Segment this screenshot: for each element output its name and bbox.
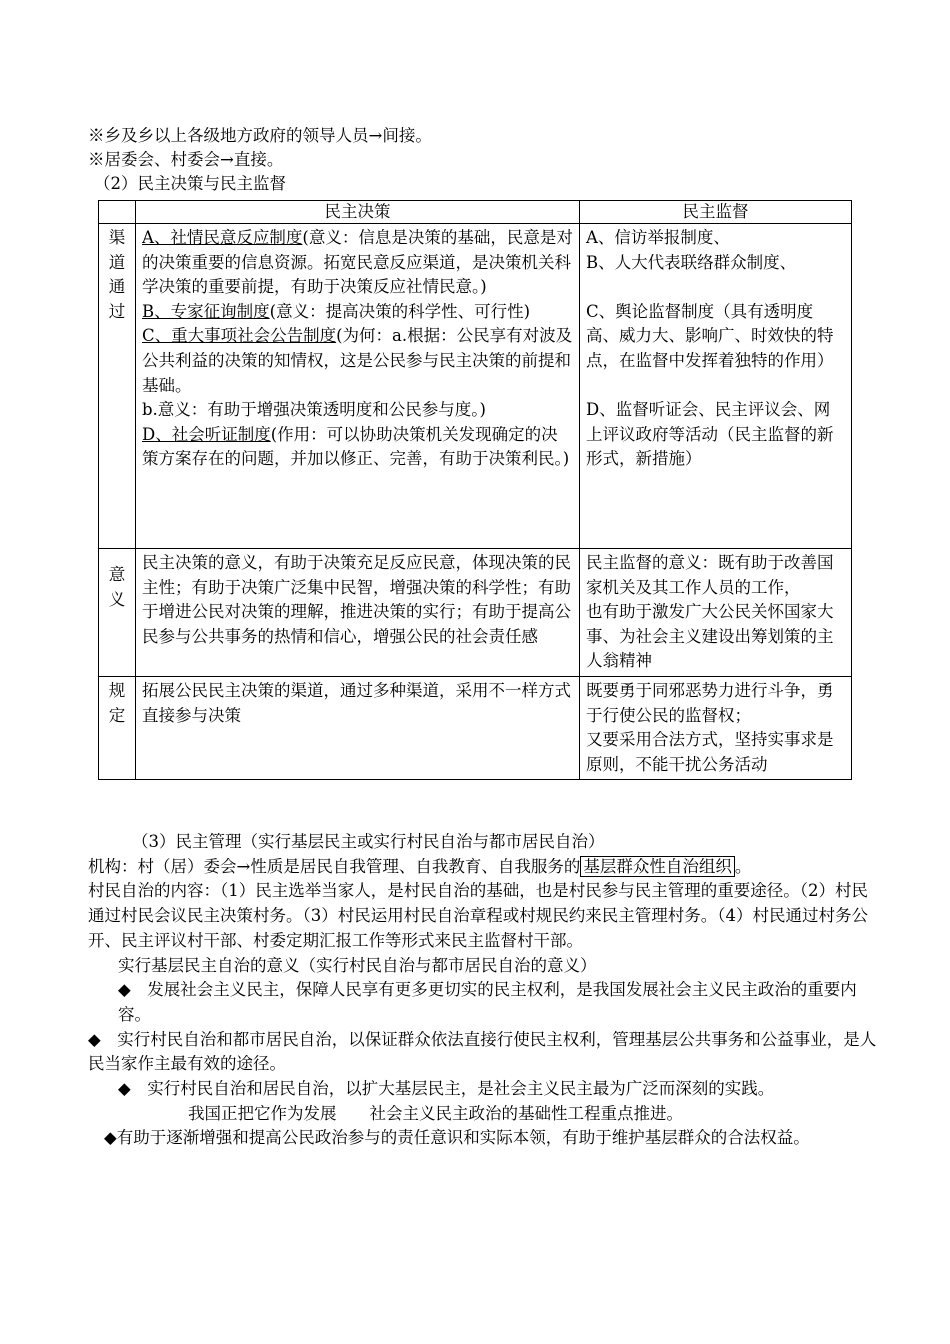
- table-header-row: [99, 201, 852, 224]
- rules-decision-cell: 拓展公民民主决策的渠道，通过多种渠道，采用不一样方式直接参与决策: [136, 676, 580, 779]
- spacer: [586, 275, 845, 300]
- significance-point-1: ◆ 发展社会主义民主，保障人民享有更多更切实的民主权利，是我国发展社会主义民主政治的重要内容。: [118, 980, 857, 1024]
- intro-line-1: ※乡及乡以上各级地方政府的领导人员→间接。: [88, 126, 432, 145]
- significance-point-4: ◆有助于逐渐增强和提高公民政治参与的责任意识和实际本领，有助于维护基层群众的合法权益。: [104, 1128, 810, 1148]
- row-label-meaning-text: 意义: [108, 565, 126, 609]
- table-row-channels: [99, 224, 852, 549]
- row-label-rules-text: 规定: [108, 680, 126, 725]
- decision-item-d-text: (作用：可以协助决策机关发现确定的决策方案存在的问题，并加以修正、完善，有助于决策利民。): [142, 424, 570, 469]
- corner-cell: [99, 201, 136, 224]
- meaning-supervision-2: 也有助于激发广大公民关怀国家大事、为社会主义建设出筹划策的主人翁精神: [586, 602, 834, 671]
- spacer: [586, 374, 845, 399]
- significance-point-3b: 我国正把它作为发展 社会主义民主政治的基础性工程重点推进。: [188, 1103, 683, 1123]
- section3-block: [88, 830, 878, 1151]
- rules-supervision-2: 又要采用合法方式，坚持实事求是原则，不能干扰公务活动: [586, 730, 834, 774]
- rules-supervision-cell: [580, 676, 852, 779]
- row-label-channels: [99, 224, 136, 549]
- decision-item-b-text: (意义：提高决策的科学性、可行性): [269, 301, 531, 321]
- meaning-supervision-cell: [580, 549, 852, 677]
- section3-org: [88, 855, 878, 880]
- significance-point-2: ◆ 实行村民自治和都市居民自治，以保证群众依法直接行使民主权利，管理基层公共事务和公益事业，是人民当家作主最有效的途径。: [88, 1029, 877, 1074]
- supervision-item-b: B、人大代表联络群众制度、: [586, 252, 797, 272]
- decision-item-a-text: (意义：信息是决策的基础，民意是对的决策重要的信息资源。拓宽民意反应渠道，是决策机关科学决策的重要前提，有助于决策反应社情民意。): [142, 228, 573, 297]
- decision-item-d-title: D、社会听证制度: [142, 424, 271, 444]
- supervision-item-d: D、监督听证会、民主评议会、网上评议政府等活动（民主监督的新形式，新措施）: [586, 400, 834, 469]
- header-supervision: 民主监督: [580, 201, 852, 224]
- channels-supervision-cell: [580, 224, 852, 549]
- meaning-supervision-1: 民主监督的意义：既有助于改善国家机关及其工作人员的工作，: [586, 553, 834, 597]
- meaning-decision-cell: 民主决策的意义，有助于决策充足反应民意，体现决策的民主性；有助于决策广泛集中民智，增强决策的科学性；有助于增进公民对决策的理解，推进决策的实行；有助于提高公民参与公共事务的热情和信心，增强公民的社会责任感: [136, 549, 580, 677]
- section2-heading: （2）民主决策与民主监督: [94, 174, 286, 193]
- intro-line-2: ※居委会、村委会→直接。: [88, 150, 284, 169]
- decision-item-c-text: (为何：a.根据：公民享有对波及公共利益的决策的知情权，这是公民参与民主决策的前提和基础。: [142, 326, 573, 395]
- row-label-meaning: [99, 549, 136, 677]
- supervision-item-a: A、信访举报制度、: [586, 228, 730, 247]
- header-decision: 民主决策: [136, 201, 580, 224]
- org-prefix: 机构：村（居）委会→性质是居民自我管理、自我教育、自我服务的: [88, 856, 581, 876]
- row-label-channels-text: 渠道通过: [108, 228, 126, 321]
- decision-item-a-title: A、社情民意反应制度: [142, 228, 303, 247]
- row-label-rules: [99, 676, 136, 779]
- supervision-item-c: C、舆论监督制度（具有透明度高、威力大、影响广、时效快的特点，在监督中发挥着独特的作用）: [586, 301, 834, 370]
- decision-item-b-title: B、专家征询制度: [142, 301, 270, 321]
- decision-supervision-table: [98, 200, 852, 780]
- section3-content: 村民自治的内容：（1）民主选举当家人，是村民自治的基础，也是村民参与民主管理的重要途径。（2）村民通过村民会议民主决策村务。（3）村民运用村民自治章程或村规民约来民主管理村务。（4）村民通过村务公开、民主评议村干部、村委定期汇报工作等形式来民主监督村干部。: [88, 881, 868, 950]
- channels-decision-cell: [136, 224, 580, 549]
- section3-title: （3）民主管理（实行基层民主或实行村民自治与都市居民自治）: [132, 832, 605, 851]
- decision-item-c-text2: b.意义：有助于增强决策透明度和公民参与度。): [142, 400, 486, 420]
- significance-title: 实行基层民主自治的意义（实行村民自治与都市居民自治的意义）: [118, 955, 597, 975]
- decision-item-c-title: C、重大事项社会公告制度: [142, 326, 337, 346]
- table-row-rules: [99, 676, 852, 779]
- rules-supervision-1: 既要勇于同邪恶势力进行斗争，勇于行使公民的监督权；: [586, 680, 834, 725]
- org-suffix: 。: [734, 856, 752, 876]
- org-boxed-term: 基层群众性自治组织: [580, 856, 735, 877]
- intro-block: [88, 124, 872, 196]
- significance-point-3: ◆ 实行村民自治和居民自治，以扩大基层民主，是社会主义民主最为广泛而深刻的实践。: [118, 1079, 775, 1099]
- table-row-meaning: [99, 549, 852, 677]
